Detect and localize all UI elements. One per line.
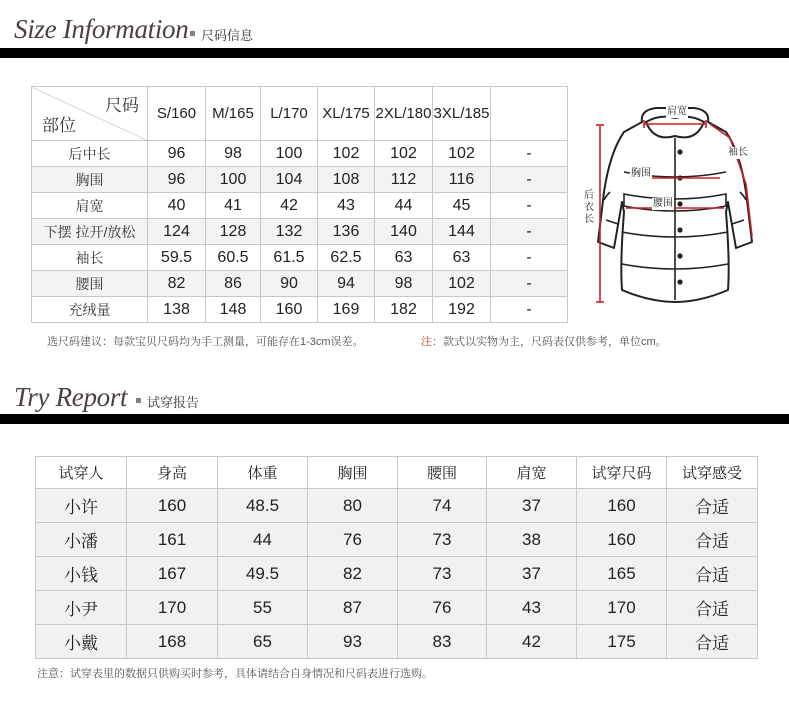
size-value-cell: 98 <box>375 271 433 297</box>
fit-value-cell: 165 <box>577 557 667 591</box>
fit-value-cell: 161 <box>127 523 218 557</box>
size-table <box>31 86 568 323</box>
tester-name-cell: 小钱 <box>36 557 127 591</box>
size-header-cell: 2XL/180 <box>375 87 433 141</box>
size-section-subtitle: 尺码信息 <box>201 28 254 43</box>
size-table-row <box>32 141 568 167</box>
coat-measurement-diagram <box>580 92 770 312</box>
size-value-cell: 132 <box>261 219 318 245</box>
fit-value-cell: 65 <box>218 625 308 659</box>
size-value-cell: - <box>491 297 568 323</box>
size-value-cell: 40 <box>148 193 206 219</box>
fit-value-cell: 37 <box>487 489 577 523</box>
fit-table-row <box>36 591 758 625</box>
size-table-row <box>32 193 568 219</box>
fit-header-cell: 试穿感受 <box>667 457 758 489</box>
size-value-cell: 96 <box>148 167 206 193</box>
size-value-cell: 112 <box>375 167 433 193</box>
fit-value-cell: 170 <box>127 591 218 625</box>
size-value-cell: - <box>491 271 568 297</box>
size-value-cell: 61.5 <box>261 245 318 271</box>
size-value-cell: 192 <box>433 297 491 323</box>
fit-value-cell: 42 <box>487 625 577 659</box>
size-table-row <box>32 167 568 193</box>
section-divider-bar <box>0 414 789 424</box>
tester-name-cell: 小许 <box>36 489 127 523</box>
measurement-label: 后中长 <box>32 141 148 167</box>
fit-value-cell: 167 <box>127 557 218 591</box>
fit-value-cell: 43 <box>487 591 577 625</box>
fit-value-cell: 合适 <box>667 557 758 591</box>
fit-value-cell: 76 <box>398 591 487 625</box>
size-value-cell: 136 <box>318 219 375 245</box>
size-header-cell: XL/175 <box>318 87 375 141</box>
fit-value-cell: 73 <box>398 557 487 591</box>
size-table-row <box>32 245 568 271</box>
fit-value-cell: 160 <box>577 523 667 557</box>
size-table-header-row <box>32 87 568 141</box>
size-value-cell: 102 <box>433 141 491 167</box>
measurement-label: 下摆 拉开/放松 <box>32 219 148 245</box>
size-advice-note <box>47 333 364 349</box>
fit-value-cell: 38 <box>487 523 577 557</box>
size-value-cell: 43 <box>318 193 375 219</box>
size-value-cell: 169 <box>318 297 375 323</box>
size-value-cell: 59.5 <box>148 245 206 271</box>
back-length-label: 后衣长 <box>584 190 594 225</box>
fit-value-cell: 87 <box>308 591 398 625</box>
fit-value-cell: 170 <box>577 591 667 625</box>
size-header-cell: L/170 <box>261 87 318 141</box>
size-unit-note <box>421 333 667 349</box>
sleeve-length-label: 袖长 <box>728 147 748 158</box>
tester-name-cell: 小尹 <box>36 591 127 625</box>
measurement-label: 腰围 <box>32 271 148 297</box>
fit-table-row <box>36 625 758 659</box>
size-value-cell: 98 <box>206 141 261 167</box>
tester-name-cell: 小潘 <box>36 523 127 557</box>
size-value-cell: 45 <box>433 193 491 219</box>
chest-label: 胸围 <box>631 168 651 179</box>
fit-value-cell: 合适 <box>667 523 758 557</box>
fit-value-cell: 73 <box>398 523 487 557</box>
size-value-cell: 124 <box>148 219 206 245</box>
fit-header-cell: 试穿人 <box>36 457 127 489</box>
size-value-cell: 62.5 <box>318 245 375 271</box>
corner-part-label: 部位 <box>42 116 76 135</box>
size-value-cell: 144 <box>433 219 491 245</box>
size-table-corner-cell <box>32 87 148 141</box>
size-value-cell: 138 <box>148 297 206 323</box>
size-table-row <box>32 297 568 323</box>
shoulder-width-label: 肩宽 <box>667 106 687 117</box>
size-value-cell: 100 <box>206 167 261 193</box>
tester-name-cell: 小戴 <box>36 625 127 659</box>
fit-value-cell: 175 <box>577 625 667 659</box>
size-value-cell: 104 <box>261 167 318 193</box>
fit-section-subtitle: 试穿报告 <box>147 395 200 410</box>
size-value-cell: 108 <box>318 167 375 193</box>
size-value-cell: 128 <box>206 219 261 245</box>
fit-table-row <box>36 489 758 523</box>
size-value-cell: 102 <box>318 141 375 167</box>
size-header-cell: 3XL/185 <box>433 87 491 141</box>
size-value-cell: 140 <box>375 219 433 245</box>
size-value-cell: 102 <box>375 141 433 167</box>
size-section-title: Size Information <box>14 14 189 44</box>
size-value-cell: 44 <box>375 193 433 219</box>
size-value-cell: 63 <box>375 245 433 271</box>
fit-value-cell: 55 <box>218 591 308 625</box>
fit-value-cell: 44 <box>218 523 308 557</box>
size-value-cell: 96 <box>148 141 206 167</box>
size-unit-text: 款式以实物为主，尺码表仅供参考，单位cm。 <box>443 336 667 348</box>
waist-label: 腰围 <box>653 198 673 209</box>
size-value-cell: 182 <box>375 297 433 323</box>
fit-value-cell: 48.5 <box>218 489 308 523</box>
fit-value-cell: 76 <box>308 523 398 557</box>
size-header-cell: S/160 <box>148 87 206 141</box>
size-header-cell: M/165 <box>206 87 261 141</box>
fit-table-row <box>36 557 758 591</box>
fit-table-row <box>36 523 758 557</box>
size-value-cell: 63 <box>433 245 491 271</box>
size-value-cell: - <box>491 219 568 245</box>
measurement-label: 肩宽 <box>32 193 148 219</box>
measurement-label: 充绒量 <box>32 297 148 323</box>
size-value-cell: 148 <box>206 297 261 323</box>
fit-header-cell: 肩宽 <box>487 457 577 489</box>
size-value-cell: 41 <box>206 193 261 219</box>
size-value-cell: 94 <box>318 271 375 297</box>
fit-value-cell: 74 <box>398 489 487 523</box>
fit-header-cell: 胸围 <box>308 457 398 489</box>
fit-header-cell: 试穿尺码 <box>577 457 667 489</box>
note-marker: 注： <box>421 336 443 348</box>
size-table-row <box>32 271 568 297</box>
size-value-cell: 82 <box>148 271 206 297</box>
measurement-label: 胸围 <box>32 167 148 193</box>
size-value-cell: - <box>491 167 568 193</box>
fit-section-title: Try Report <box>14 382 128 412</box>
fit-value-cell: 160 <box>127 489 218 523</box>
fit-header-cell: 体重 <box>218 457 308 489</box>
fit-value-cell: 合适 <box>667 591 758 625</box>
size-value-cell: - <box>491 193 568 219</box>
fit-value-cell: 93 <box>308 625 398 659</box>
bullet-square-icon <box>136 398 141 403</box>
fit-header-cell: 腰围 <box>398 457 487 489</box>
fit-value-cell: 80 <box>308 489 398 523</box>
section-divider-bar <box>0 48 789 58</box>
size-advice-text: 选尺码建议：每款宝贝尺码均为手工测量，可能存在1-3cm误差。 <box>47 336 364 348</box>
fit-value-cell: 83 <box>398 625 487 659</box>
size-value-cell: - <box>491 245 568 271</box>
size-value-cell: 86 <box>206 271 261 297</box>
size-header-cell <box>491 87 568 141</box>
corner-size-label: 尺码 <box>105 96 139 115</box>
fit-report-note: 注意：试穿表里的数据只供购买时参考，具体请结合自身情况和尺码表进行选购。 <box>37 668 433 680</box>
size-table-row <box>32 219 568 245</box>
fit-value-cell: 37 <box>487 557 577 591</box>
size-value-cell: 90 <box>261 271 318 297</box>
bullet-square-icon <box>190 31 195 36</box>
fit-value-cell: 160 <box>577 489 667 523</box>
measurement-label: 袖长 <box>32 245 148 271</box>
size-value-cell: 116 <box>433 167 491 193</box>
fit-value-cell: 49.5 <box>218 557 308 591</box>
size-value-cell: 102 <box>433 271 491 297</box>
size-value-cell: 60.5 <box>206 245 261 271</box>
coat-outline-icon <box>580 92 770 312</box>
size-value-cell: - <box>491 141 568 167</box>
size-value-cell: 100 <box>261 141 318 167</box>
fit-table-header-row <box>36 457 758 489</box>
size-value-cell: 160 <box>261 297 318 323</box>
fit-value-cell: 合适 <box>667 489 758 523</box>
fit-value-cell: 168 <box>127 625 218 659</box>
fit-report-table <box>35 456 758 659</box>
fit-value-cell: 82 <box>308 557 398 591</box>
fit-header-cell: 身高 <box>127 457 218 489</box>
size-value-cell: 42 <box>261 193 318 219</box>
fit-value-cell: 合适 <box>667 625 758 659</box>
